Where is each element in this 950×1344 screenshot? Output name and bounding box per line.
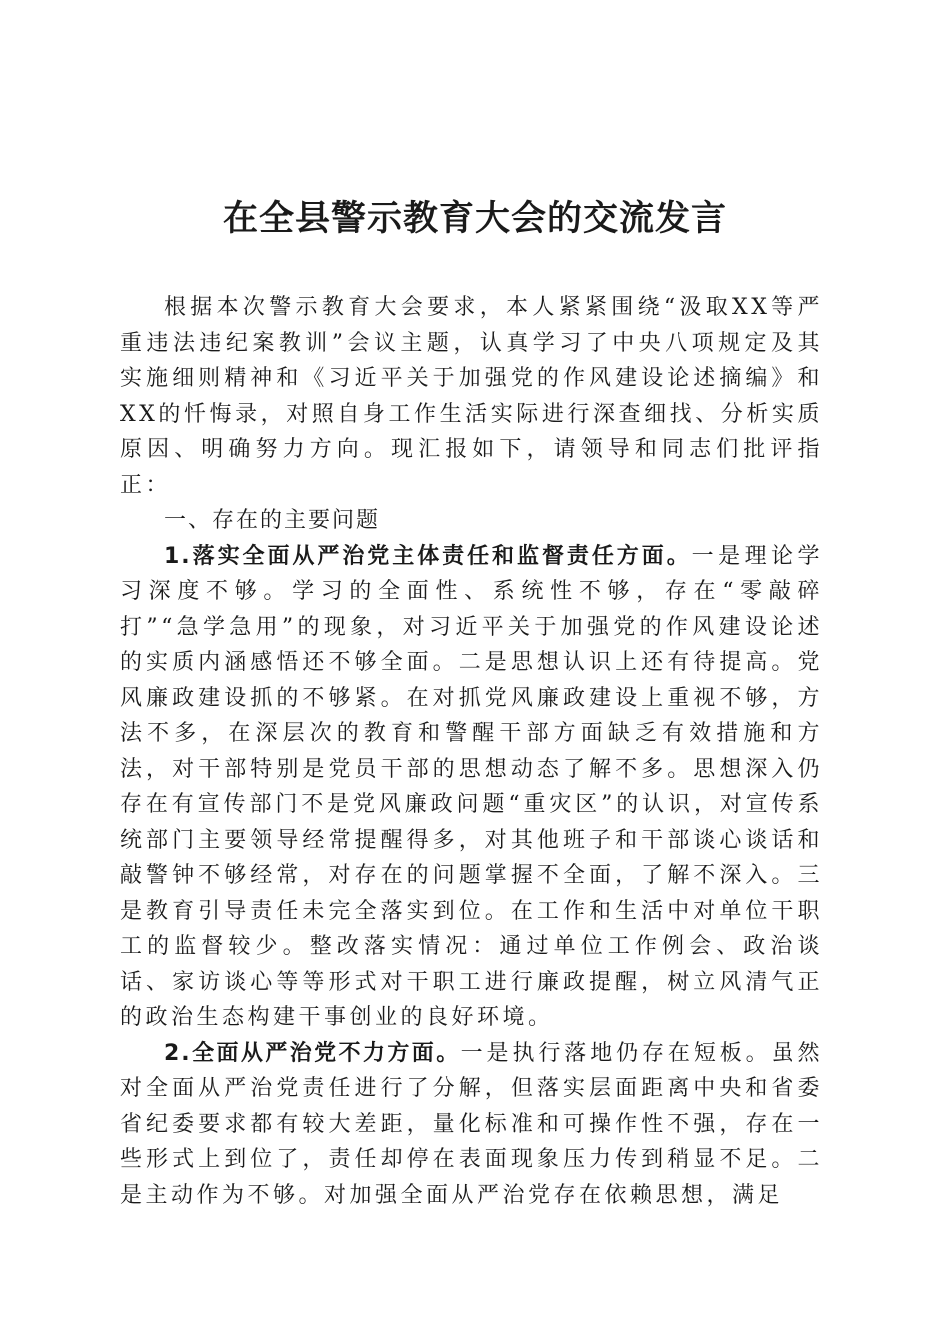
item-1-paragraph — [120, 539, 823, 1036]
section-heading: 一、存在的主要问题 — [164, 508, 381, 533]
intro-paragraph: 根据本次警示教育大会要求，本人紧紧围绕“汲取XX等严重违法违纪案教训”会议主题，认真学习了中央八项规定及其实施细则精神和《习近平关于加强党的作风建设论述摘编》和XX的忏悔录，对照自身工作生活实际进行深查细找、分析实质原因、明确努力方向。现汇报如下，请领导和同志们批评指正： — [120, 295, 823, 498]
item-2-paragraph — [120, 1036, 823, 1214]
item-2-text: 一是执行落地仍存在短板。虽然对全面从严治党责任进行了分解，但落实层面距离中央和省委省纪委要求都有较大差距，量化标准和可操作性不强，存在一些形式上到位了，责任却停在表面现象压力传到稍显不足。二是主动作为不够。对加强全面从严治党存在依赖思想，满足 — [120, 1040, 823, 1208]
item-2-lead: 2.全面从严治党不力方面。 — [164, 1040, 461, 1066]
item-1-lead: 1.落实全面从严治党主体责任和监督责任方面。 — [164, 543, 692, 569]
document-title: 在全县警示教育大会的交流发言 — [222, 198, 727, 239]
item-1-text: 一是理论学习深度不够。学习的全面性、系统性不够，存在“零敲碎打”“急学急用”的现象，对习近平关于加强党的作风建设论述的实质内涵感悟还不够全面。二是思想认识上还有待提高。党风廉政建设抓的不够紧。在对抓党风廉政建设上重视不够，方法不多，在深层次的教育和警醒干部方面缺乏有效措施和方法，对干部特别是党员干部的思想动态了解不多。思想深入仍存在有宣传部门不是党风廉政问题“重灾区”的认识，对宣传系统部门主要领导经常提醒得多，对其他班子和干部谈心谈话和敲警钟不够经常，对存在的问题掌握不全面，了解不深入。三是教育引导责任未完全落实到位。在工作和生活中对单位干职工的监督较少。整改落实情况：通过单位工作例会、政治谈话、家访谈心等等形式对干职工进行廉政提醒，树立风清气正的政治生态构建干事创业的良好环境。 — [120, 543, 823, 1030]
document-body — [120, 290, 823, 1213]
